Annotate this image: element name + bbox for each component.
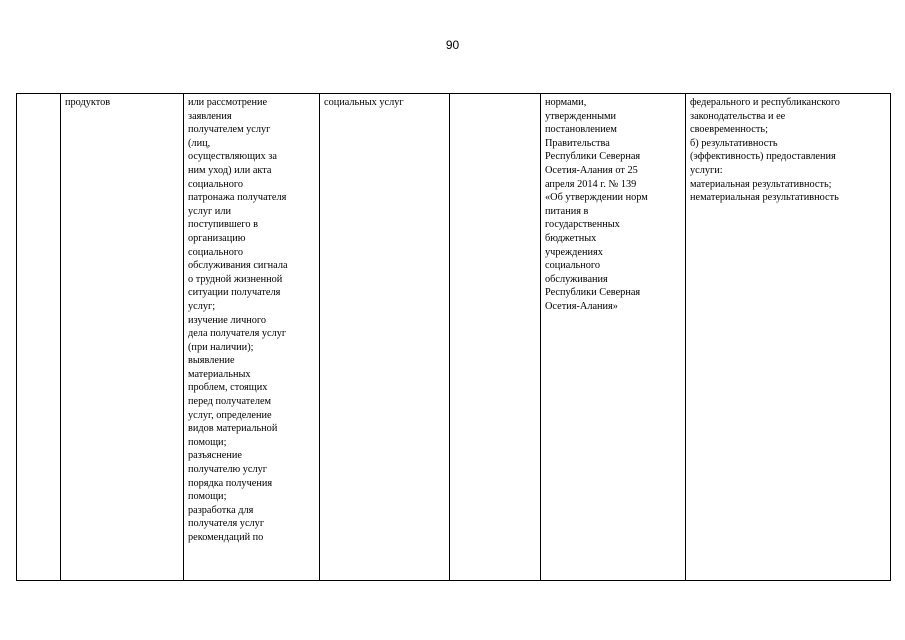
cell-line: патронажа получателя xyxy=(188,192,287,204)
cell-line: видов материальной xyxy=(188,423,278,435)
cell-line: дела получателя услуг xyxy=(188,328,287,340)
cell-line: ним уход) или акта xyxy=(188,164,272,176)
table-cell-empty xyxy=(450,94,541,581)
cell-line: выявление xyxy=(188,355,235,367)
cell-line: б) результативность xyxy=(690,137,778,149)
cell-line: обслуживания сигнала xyxy=(188,260,288,272)
cell-line: ситуации получателя xyxy=(188,287,281,299)
cell-line: о трудной жизненной xyxy=(188,273,283,285)
cell-line: Республики Северная xyxy=(545,151,641,163)
cell-line: заявления xyxy=(188,110,232,122)
cell-line: получателю услуг xyxy=(188,464,267,476)
cell-line: нормами, xyxy=(545,97,587,108)
cell-line: материальная результативность; xyxy=(690,178,832,190)
cell-line: материальных xyxy=(188,368,251,380)
cell-line: Осетия-Алания» xyxy=(545,300,618,312)
cell-line: поступившего в xyxy=(188,219,258,231)
cell-line: разработка для xyxy=(188,504,254,516)
cell-line: социального xyxy=(188,246,244,258)
cell-line: постановлением xyxy=(545,124,617,136)
cell-line: осуществляющих за xyxy=(188,151,277,163)
cell-line: государственных xyxy=(545,219,620,231)
cell-line: питания в xyxy=(545,205,589,217)
cell-line: Республики Северная xyxy=(545,287,641,299)
table-cell-quality-indicators xyxy=(686,94,891,581)
table-cell-norms xyxy=(541,94,686,581)
cell-line: социального xyxy=(545,260,601,272)
cell-line: изучение личного xyxy=(188,314,267,326)
table-cell-service-term xyxy=(320,94,450,581)
cell-line: или рассмотрение xyxy=(188,97,268,108)
page-number: 90 xyxy=(445,38,460,52)
cell-line: услуг, определение xyxy=(188,409,272,421)
cell-line: получателем услуг xyxy=(188,124,271,136)
cell-line: апреля 2014 г. № 139 xyxy=(545,178,637,190)
cell-line: помощи; xyxy=(188,491,227,503)
cell-line: учреждениях xyxy=(545,246,603,258)
cell-line: продуктов xyxy=(65,97,111,108)
cell-line: услуг; xyxy=(188,300,216,312)
cell-line: «Об утверждении норм xyxy=(545,192,648,204)
cell-line: (лиц, xyxy=(188,137,211,149)
cell-line: (при наличии); xyxy=(188,341,254,353)
cell-line: перед получателем xyxy=(188,396,272,408)
cell-line: (эффективность) предоставления xyxy=(690,151,836,163)
cell-line: бюджетных xyxy=(545,232,597,244)
cell-line: социальных услуг xyxy=(324,97,404,108)
cell-line: разъяснение xyxy=(188,450,242,462)
cell-line: Правительства xyxy=(545,137,610,149)
cell-line: рекомендаций по xyxy=(188,532,264,543)
cell-line: федерального и республиканского xyxy=(690,97,840,108)
cell-line: получателя услуг xyxy=(188,518,265,530)
cell-line: законодательства и ее xyxy=(690,110,786,122)
cell-line: утвержденными xyxy=(545,110,617,122)
cell-line: порядка получения xyxy=(188,477,273,489)
cell-line: социального xyxy=(188,178,244,190)
cell-line: своевременность; xyxy=(690,124,768,136)
table-cell-number xyxy=(17,94,61,581)
cell-line: Осетия-Алания от 25 xyxy=(545,164,638,176)
cell-line: услуг или xyxy=(188,205,231,217)
cell-line: организацию xyxy=(188,232,246,244)
table-cell-service-description xyxy=(184,94,320,581)
cell-line: нематериальная результативность xyxy=(690,192,839,204)
cell-line: проблем, стоящих xyxy=(188,382,268,394)
cell-line: обслуживания xyxy=(545,273,608,285)
cell-line: услуги: xyxy=(690,164,723,176)
services-table xyxy=(16,93,891,581)
table-cell-service-name xyxy=(61,94,184,581)
table-row xyxy=(17,94,891,581)
cell-line: помощи; xyxy=(188,436,227,448)
